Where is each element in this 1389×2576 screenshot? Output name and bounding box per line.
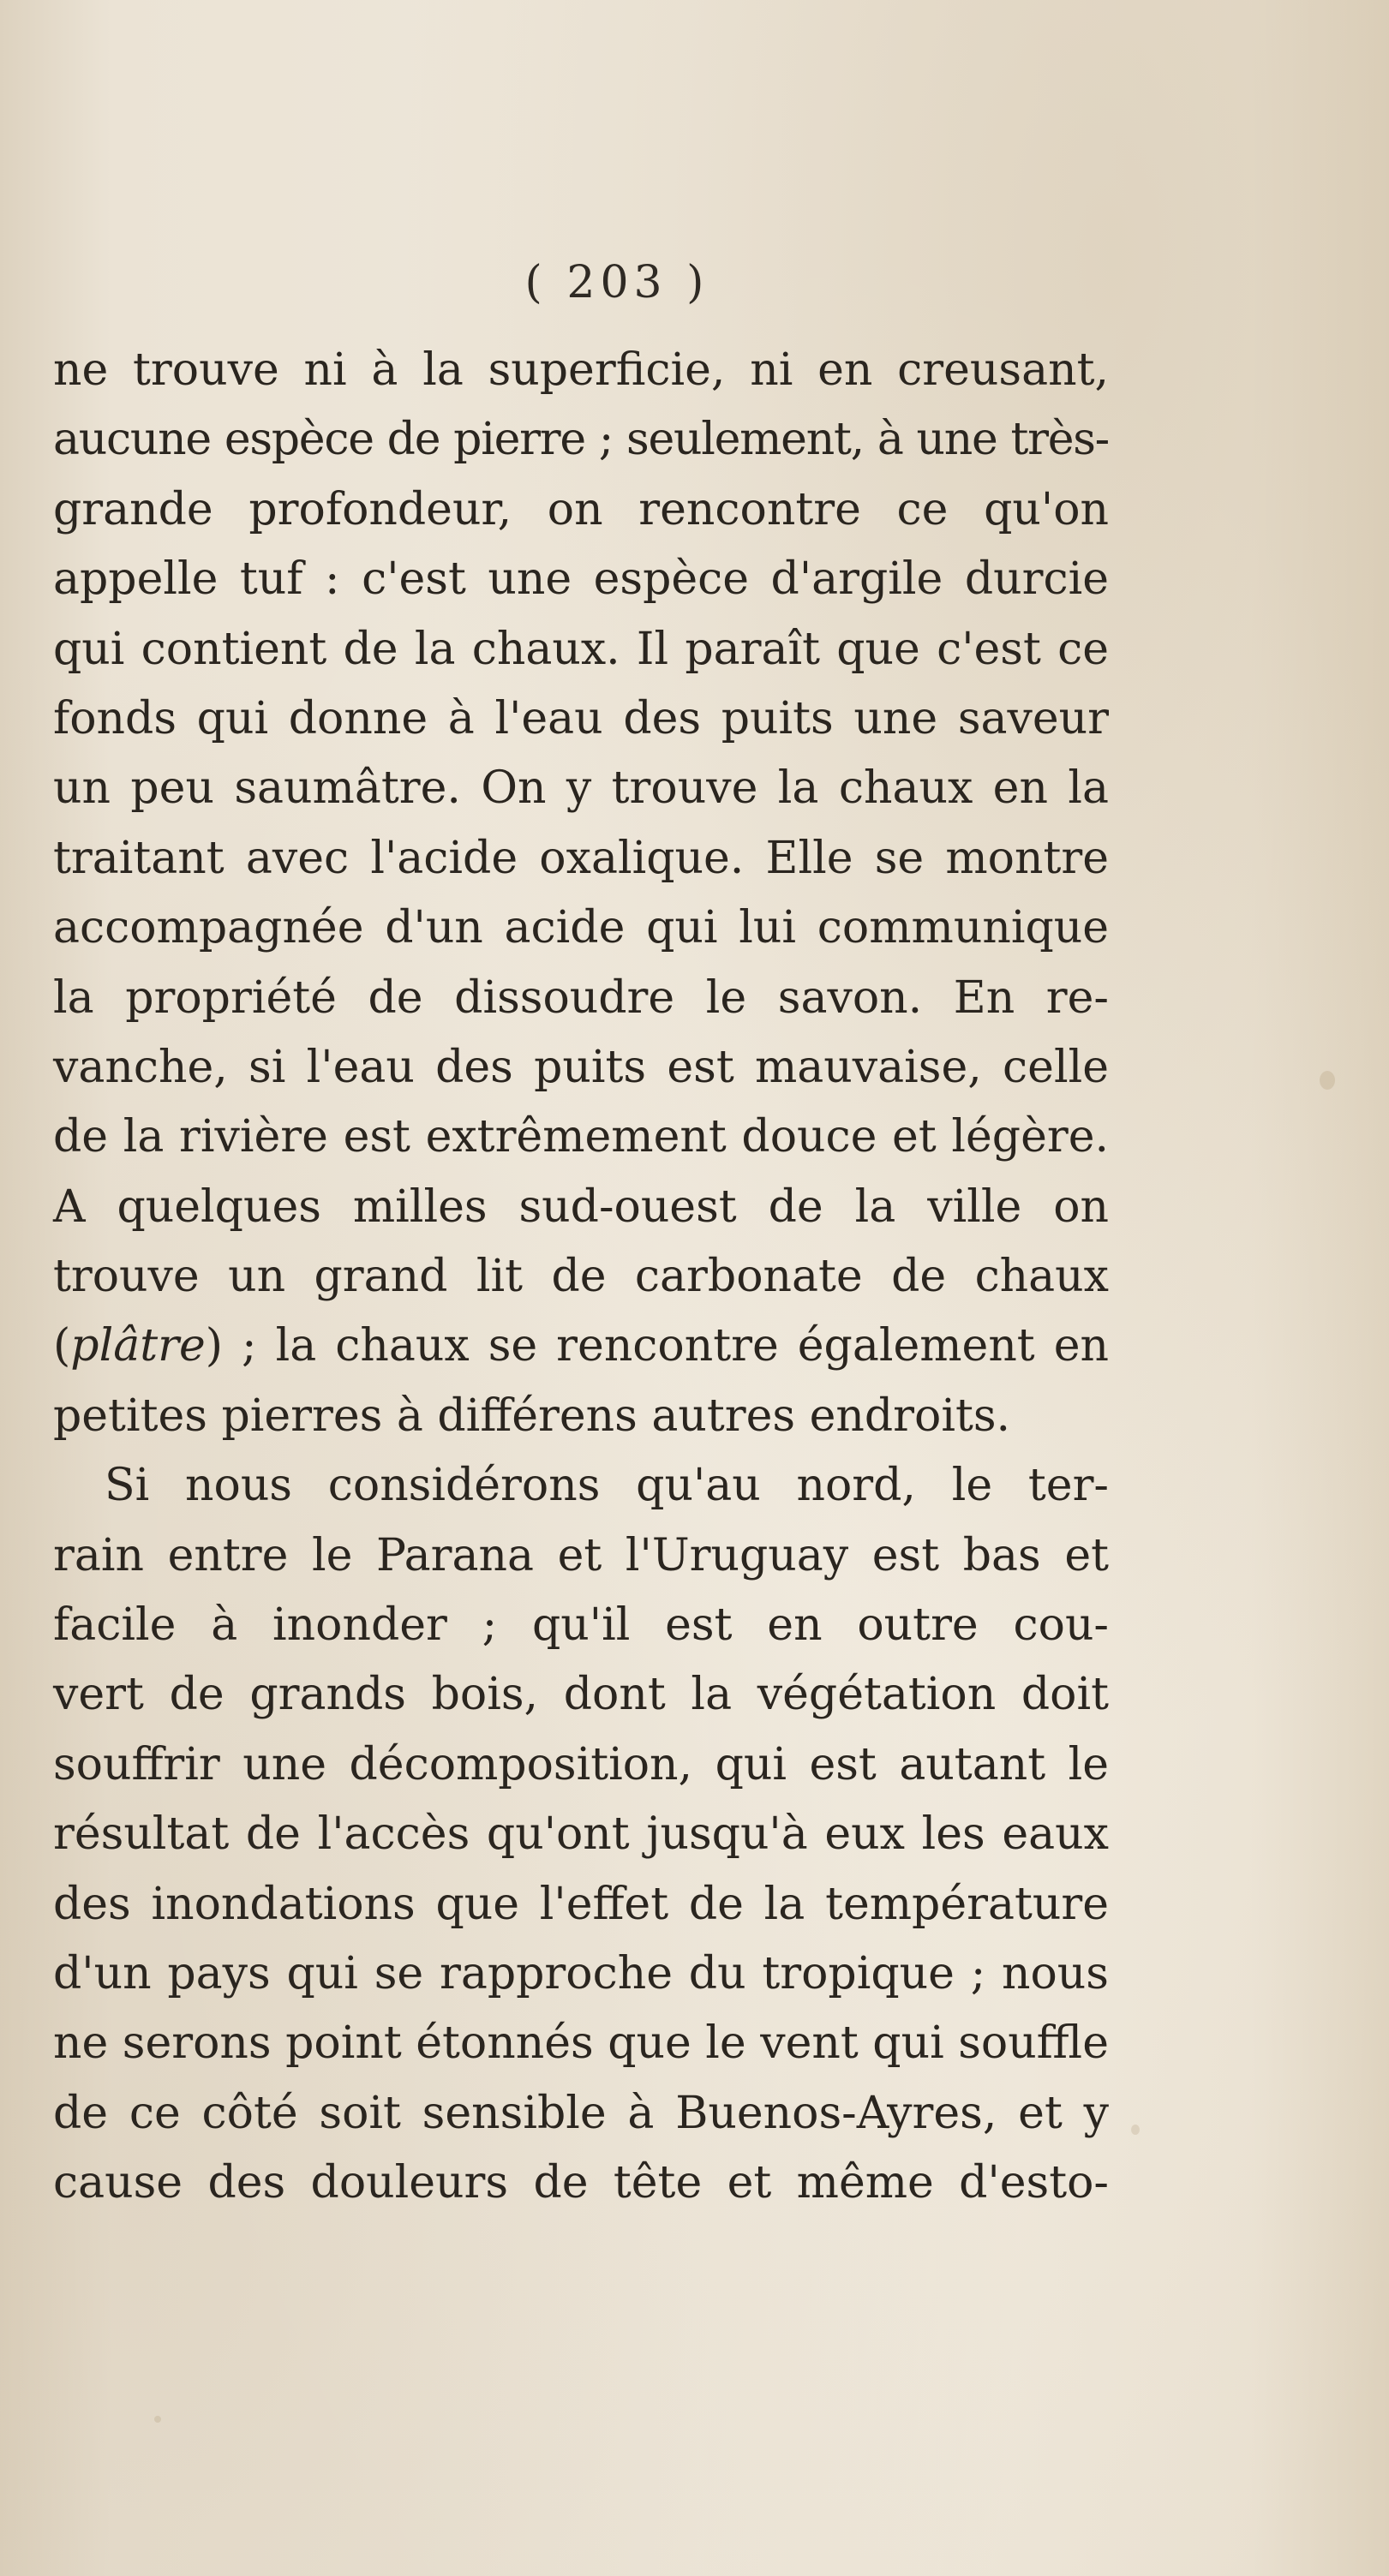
text-fragment: ) ; la chaux se rencontre également en: [205, 1320, 1109, 1372]
text-line: A quelques milles sud-ouest de la ville on: [53, 1180, 1109, 1233]
text-line: petites pierres à différens autres endroits.: [53, 1390, 1011, 1442]
paper-stain: [154, 2416, 161, 2423]
text-line: des inondations que l'effet de la température: [53, 1878, 1109, 1930]
text-line: ne serons point étonnés que le vent qui souffle: [53, 2017, 1110, 2070]
text-line: résultat de l'accès qu'ont jusqu'à eux les eaux: [53, 1808, 1109, 1861]
text-line: appelle tuf : c'est une espèce d'argile durcie: [53, 553, 1109, 606]
page-number: ( 203 ): [524, 257, 709, 308]
text-line: la propriété de dissoudre le savon. En re-: [53, 971, 1109, 1024]
text-line: rain entre le Parana et l'Uruguay est bas et: [53, 1529, 1109, 1581]
text-line: de ce côté soit sensible à Buenos-Ayres, et y: [53, 2087, 1109, 2139]
paper-stain: [1131, 2125, 1140, 2135]
text-line: ne trouve ni à la superficie, ni en creusant,: [53, 344, 1109, 396]
text-line: facile à inonder ; qu'il est en outre cou-: [53, 1599, 1109, 1652]
text-line: un peu saumâtre. On y trouve la chaux en la: [53, 762, 1109, 815]
text-line-with-italic: [53, 1312, 1109, 1381]
text-line: d'un pays qui se rapproche du tropique ; nous: [53, 1947, 1109, 1999]
text-line: traitant avec l'acide oxalique. Elle se montre: [53, 832, 1109, 884]
paper-stain: [1320, 1071, 1335, 1090]
text-line: aucune espèce de pierre ; seulement, à une très-: [53, 414, 1109, 466]
text-line: souffrir une décomposition, qui est autant le: [53, 1738, 1109, 1790]
text-line: vert de grands bois, dont la végétation doit: [53, 1669, 1109, 1721]
body-text: [53, 336, 1109, 2219]
text-line: grande profondeur, on rencontre ce qu'on: [53, 483, 1109, 535]
text-line: de la rivière est extrêmement douce et légère.: [53, 1111, 1109, 1163]
text-line: trouve un grand lit de carbonate de chaux: [53, 1251, 1109, 1303]
text-line: Si nous considérons qu'au nord, le ter-: [105, 1460, 1109, 1512]
text-fragment: (: [53, 1320, 71, 1372]
text-line: qui contient de la chaux. Il paraît que c'est ce: [53, 623, 1109, 675]
text-line: cause des douleurs de tête et même d'esto-: [53, 2157, 1109, 2209]
text-line: vanche, si l'eau des puits est mauvaise, celle: [53, 1041, 1109, 1093]
text-line: accompagnée d'un acide qui lui communique: [53, 902, 1109, 954]
text-line: fonds qui donne à l'eau des puits une saveur: [53, 692, 1109, 744]
italic-word: plâtre: [70, 1320, 206, 1372]
